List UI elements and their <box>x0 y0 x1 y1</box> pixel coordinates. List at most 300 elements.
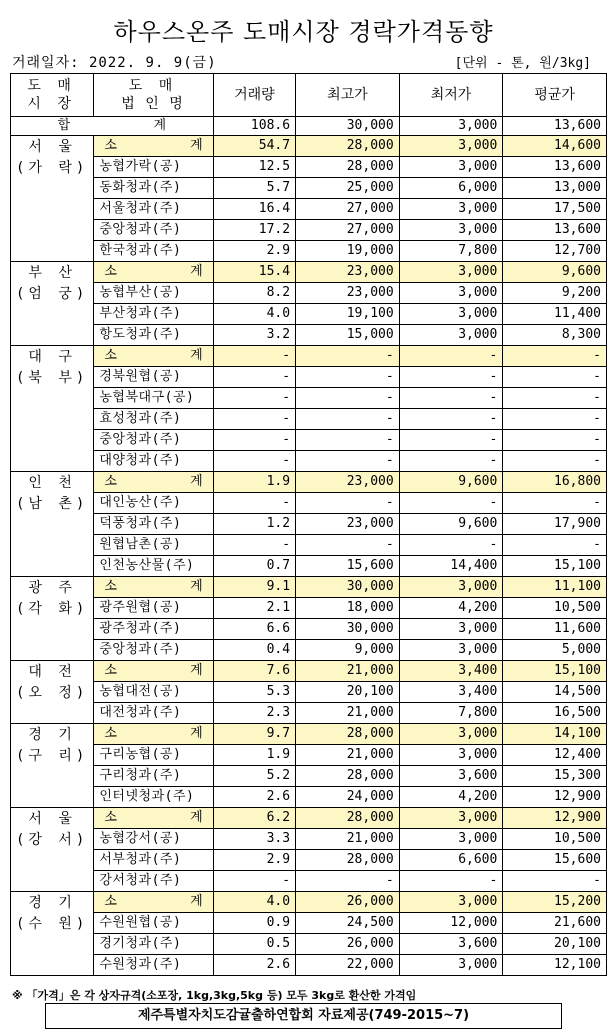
table-row <box>11 766 607 787</box>
subtotal-label-part1: 소 <box>104 474 117 489</box>
subtotal-volume: 54.7 <box>213 136 295 157</box>
subtotal-label-part2: 계 <box>190 474 203 489</box>
corp-volume: - <box>213 367 295 388</box>
corp-max: - <box>296 451 400 472</box>
subtotal-label-part2: 계 <box>190 810 203 825</box>
subtotal-label <box>94 892 213 913</box>
corp-max: 19,000 <box>296 241 400 262</box>
corp-name: 인터넷청과(주) <box>94 787 213 808</box>
table-row <box>11 388 607 409</box>
subtotal-label-part1: 소 <box>104 138 117 153</box>
corp-min: 3,600 <box>399 934 503 955</box>
corp-min: 4,200 <box>399 787 503 808</box>
subtotal-avg: 11,100 <box>503 577 607 598</box>
unit-label: [단위 - 톤, 원/3kg] <box>454 56 591 71</box>
corp-name: 농협북대구(공) <box>94 388 213 409</box>
corp-volume: - <box>213 871 295 892</box>
corp-volume: - <box>213 493 295 514</box>
corp-avg: 21,600 <box>503 913 607 934</box>
corp-name: 덕풍청과(주) <box>94 514 213 535</box>
corp-volume: 2.1 <box>213 598 295 619</box>
corp-max: 19,100 <box>296 304 400 325</box>
subtotal-max: 26,000 <box>296 892 400 913</box>
table-row <box>11 682 607 703</box>
table-row <box>11 241 607 262</box>
corp-avg: 17,500 <box>503 199 607 220</box>
subtotal-volume: 9.1 <box>213 577 295 598</box>
market-name <box>11 472 94 577</box>
trade-date: 거래일자: 2022. 9. 9(금) <box>12 55 217 71</box>
corp-volume: 0.9 <box>213 913 295 934</box>
market-name-district: (오 정) <box>16 685 89 701</box>
corp-min: 6,600 <box>399 850 503 871</box>
subtotal-label-part2: 계 <box>190 264 203 279</box>
corp-name: 구리농협(공) <box>94 745 213 766</box>
corp-avg: - <box>503 535 607 556</box>
corp-max: 20,100 <box>296 682 400 703</box>
subtotal-min: 9,600 <box>399 472 503 493</box>
market-name <box>11 136 94 262</box>
subtotal-row <box>11 892 607 913</box>
table-row <box>11 325 607 346</box>
corp-avg: 16,500 <box>503 703 607 724</box>
corp-name: 농협가락(공) <box>94 157 213 178</box>
subtotal-volume: 6.2 <box>213 808 295 829</box>
subtotal-label-part1: 소 <box>104 894 117 909</box>
subtotal-volume: 15.4 <box>213 262 295 283</box>
corp-volume: 3.3 <box>213 829 295 850</box>
subtotal-label-part1: 소 <box>104 579 117 594</box>
market-name <box>11 577 94 661</box>
corp-volume: 16.4 <box>213 199 295 220</box>
corp-volume: 2.6 <box>213 955 295 976</box>
subtotal-label-part2: 계 <box>190 726 203 741</box>
corp-min: 7,800 <box>399 703 503 724</box>
corp-name: 한국청과(주) <box>94 241 213 262</box>
corp-max: 23,000 <box>296 514 400 535</box>
table-row <box>11 913 607 934</box>
corp-name: 수원청과(주) <box>94 955 213 976</box>
header-market-line2: 시 장 <box>27 96 77 112</box>
corp-name: 항도청과(주) <box>94 325 213 346</box>
subtotal-avg: 14,600 <box>503 136 607 157</box>
subtotal-row <box>11 577 607 598</box>
corp-name: 광주청과(주) <box>94 619 213 640</box>
page-title: 하우스온주 도매시장 경락가격동향 <box>113 18 494 46</box>
table-row <box>11 283 607 304</box>
corp-volume: 8.2 <box>213 283 295 304</box>
header-volume: 거래량 <box>213 74 295 117</box>
corp-volume: 5.7 <box>213 178 295 199</box>
table-row <box>11 514 607 535</box>
corp-name: 경기청과(주) <box>94 934 213 955</box>
subtotal-max: 28,000 <box>296 724 400 745</box>
corp-avg: - <box>503 367 607 388</box>
corp-name: 농협강서(공) <box>94 829 213 850</box>
subtotal-label-part1: 소 <box>104 348 117 363</box>
corp-avg: 11,400 <box>503 304 607 325</box>
corp-max: 28,000 <box>296 766 400 787</box>
corp-avg: 15,300 <box>503 766 607 787</box>
subtotal-label <box>94 136 213 157</box>
corp-name: 중앙청과(주) <box>94 220 213 241</box>
market-name <box>11 808 94 892</box>
corp-avg: 20,100 <box>503 934 607 955</box>
corp-max: 15,000 <box>296 325 400 346</box>
corp-volume: - <box>213 451 295 472</box>
corp-volume: 17.2 <box>213 220 295 241</box>
corp-max: - <box>296 367 400 388</box>
corp-max: 26,000 <box>296 934 400 955</box>
market-name-city: 대 전 <box>28 664 76 680</box>
subtotal-label <box>94 346 213 367</box>
corp-volume: 0.7 <box>213 556 295 577</box>
subtotal-row <box>11 262 607 283</box>
market-name <box>11 262 94 346</box>
table-row <box>11 703 607 724</box>
corp-min: 3,000 <box>399 955 503 976</box>
subtotal-row <box>11 136 607 157</box>
market-name-district: (수 원) <box>16 916 89 932</box>
subtotal-volume: 1.9 <box>213 472 295 493</box>
corp-volume: - <box>213 535 295 556</box>
corp-name: 효성청과(주) <box>94 409 213 430</box>
subtotal-max: - <box>296 346 400 367</box>
subtotal-label-part2: 계 <box>190 663 203 678</box>
corp-min: 4,200 <box>399 598 503 619</box>
corp-max: 22,000 <box>296 955 400 976</box>
corp-volume: 2.3 <box>213 703 295 724</box>
corp-min: 3,000 <box>399 283 503 304</box>
subtotal-row <box>11 808 607 829</box>
table-row <box>11 493 607 514</box>
corp-avg: 14,500 <box>503 682 607 703</box>
table-row <box>11 199 607 220</box>
corp-name: 강서청과(주) <box>94 871 213 892</box>
market-name-district: (북 부) <box>16 370 89 386</box>
corp-volume: 1.9 <box>213 745 295 766</box>
corp-volume: - <box>213 388 295 409</box>
subtotal-avg: 9,600 <box>503 262 607 283</box>
corp-avg: - <box>503 871 607 892</box>
table-row <box>11 850 607 871</box>
subtotal-min: 3,000 <box>399 577 503 598</box>
corp-max: - <box>296 493 400 514</box>
corp-volume: 0.4 <box>213 640 295 661</box>
subtotal-min: - <box>399 346 503 367</box>
subtotal-min: 3,000 <box>399 262 503 283</box>
header-row <box>11 74 607 117</box>
corp-min: 3,000 <box>399 640 503 661</box>
corp-name: 구리청과(주) <box>94 766 213 787</box>
corp-max: 28,000 <box>296 157 400 178</box>
header-corp-line2: 법 인 명 <box>121 96 186 112</box>
table-row <box>11 451 607 472</box>
table-row <box>11 556 607 577</box>
corp-min: - <box>399 871 503 892</box>
subtotal-max: 28,000 <box>296 136 400 157</box>
header-corp <box>94 74 213 117</box>
corp-min: 3,000 <box>399 745 503 766</box>
table-row <box>11 934 607 955</box>
subtotal-label-part1: 소 <box>104 663 117 678</box>
corp-min: 3,000 <box>399 220 503 241</box>
total-min: 3,000 <box>399 117 503 136</box>
subtotal-volume: 9.7 <box>213 724 295 745</box>
market-name-district: (엄 궁) <box>16 286 89 302</box>
subtotal-label-part1: 소 <box>104 264 117 279</box>
subtotal-volume: 7.6 <box>213 661 295 682</box>
corp-name: 경북원협(공) <box>94 367 213 388</box>
subtotal-label <box>94 262 213 283</box>
market-name <box>11 892 94 976</box>
table-row <box>11 640 607 661</box>
corp-name: 대인농산(주) <box>94 493 213 514</box>
corp-avg: - <box>503 388 607 409</box>
corp-volume: 2.9 <box>213 850 295 871</box>
corp-avg: 17,900 <box>503 514 607 535</box>
source-box: 제주특별자치도감귤출하연합회 자료제공(749-2015~7) <box>45 1003 562 1029</box>
market-name-city: 부 산 <box>28 265 76 281</box>
header-market <box>11 74 94 117</box>
corp-max: 23,000 <box>296 283 400 304</box>
corp-max: 27,000 <box>296 220 400 241</box>
corp-name: 농협부산(공) <box>94 283 213 304</box>
market-name-city: 인 천 <box>28 475 76 491</box>
corp-avg: 9,200 <box>503 283 607 304</box>
subtotal-row <box>11 472 607 493</box>
subtotal-avg: 14,100 <box>503 724 607 745</box>
corp-min: 3,000 <box>399 325 503 346</box>
market-name-city: 대 구 <box>28 349 76 365</box>
total-label-part2: 계 <box>153 118 167 133</box>
corp-name: 농협대전(공) <box>94 682 213 703</box>
subtotal-min: 3,000 <box>399 724 503 745</box>
corp-avg: - <box>503 451 607 472</box>
corp-name: 광주원협(공) <box>94 598 213 619</box>
table-row <box>11 619 607 640</box>
corp-volume: 5.3 <box>213 682 295 703</box>
market-name-city: 서 울 <box>28 811 76 827</box>
corp-avg: 8,300 <box>503 325 607 346</box>
subtotal-label-part2: 계 <box>190 894 203 909</box>
corp-min: 3,000 <box>399 304 503 325</box>
corp-name: 동화청과(주) <box>94 178 213 199</box>
corp-volume: 2.9 <box>213 241 295 262</box>
subtotal-row <box>11 724 607 745</box>
corp-max: 9,000 <box>296 640 400 661</box>
header-min: 최저가 <box>399 74 503 117</box>
corp-avg: 12,900 <box>503 787 607 808</box>
subtotal-avg: 12,900 <box>503 808 607 829</box>
corp-max: 30,000 <box>296 619 400 640</box>
corp-avg: 5,000 <box>503 640 607 661</box>
corp-name: 인천농산물(주) <box>94 556 213 577</box>
corp-min: 3,000 <box>399 199 503 220</box>
market-name-district: (가 락) <box>16 160 89 176</box>
corp-avg: 11,600 <box>503 619 607 640</box>
subtotal-avg: - <box>503 346 607 367</box>
corp-avg: 10,500 <box>503 829 607 850</box>
subtotal-label <box>94 808 213 829</box>
price-table <box>10 73 607 976</box>
table-row <box>11 409 607 430</box>
table-row <box>11 220 607 241</box>
subtotal-max: 23,000 <box>296 262 400 283</box>
corp-avg: 12,400 <box>503 745 607 766</box>
corp-volume: 6.6 <box>213 619 295 640</box>
subtotal-label <box>94 724 213 745</box>
corp-name: 부산청과(주) <box>94 304 213 325</box>
total-row <box>11 117 607 136</box>
corp-max: 24,000 <box>296 787 400 808</box>
corp-volume: 4.0 <box>213 304 295 325</box>
market-name-district: (각 화) <box>16 601 89 617</box>
table-row <box>11 745 607 766</box>
subtotal-row <box>11 346 607 367</box>
subtotal-max: 30,000 <box>296 577 400 598</box>
table-row <box>11 304 607 325</box>
corp-avg: 15,600 <box>503 850 607 871</box>
corp-volume: 3.2 <box>213 325 295 346</box>
footnote: ※ 「가격」은 각 상자규격(소포장, 1kg,3kg,5kg 등) 모두 3kg로 환산한 가격임 <box>12 989 417 1002</box>
corp-volume: 2.6 <box>213 787 295 808</box>
corp-max: 21,000 <box>296 829 400 850</box>
market-name-city: 광 주 <box>28 580 76 596</box>
corp-min: 9,600 <box>399 514 503 535</box>
market-name <box>11 724 94 808</box>
corp-min: - <box>399 535 503 556</box>
market-name-city: 경 기 <box>28 895 76 911</box>
corp-volume: 0.5 <box>213 934 295 955</box>
corp-min: - <box>399 388 503 409</box>
corp-avg: 12,700 <box>503 241 607 262</box>
corp-max: 21,000 <box>296 703 400 724</box>
corp-avg: 10,500 <box>503 598 607 619</box>
subtotal-avg: 16,800 <box>503 472 607 493</box>
corp-avg: 12,100 <box>503 955 607 976</box>
corp-max: - <box>296 535 400 556</box>
market-name-city: 경 기 <box>28 727 76 743</box>
subtotal-label-part1: 소 <box>104 726 117 741</box>
table-row <box>11 157 607 178</box>
corp-min: 3,400 <box>399 682 503 703</box>
subtotal-label <box>94 661 213 682</box>
corp-name: 중앙청과(주) <box>94 640 213 661</box>
subtotal-max: 28,000 <box>296 808 400 829</box>
total-label <box>11 117 214 136</box>
corp-volume: 12.5 <box>213 157 295 178</box>
corp-min: - <box>399 493 503 514</box>
total-volume: 108.6 <box>213 117 295 136</box>
corp-name: 수원원협(공) <box>94 913 213 934</box>
subtotal-row <box>11 661 607 682</box>
subtotal-min: 3,000 <box>399 808 503 829</box>
subtotal-label-part2: 계 <box>190 579 203 594</box>
table-row <box>11 430 607 451</box>
header-market-line1: 도 매 <box>27 78 77 94</box>
corp-avg: - <box>503 493 607 514</box>
corp-max: 25,000 <box>296 178 400 199</box>
corp-avg: - <box>503 430 607 451</box>
table-row <box>11 871 607 892</box>
corp-min: 6,000 <box>399 178 503 199</box>
subtotal-max: 23,000 <box>296 472 400 493</box>
corp-max: - <box>296 430 400 451</box>
corp-min: - <box>399 430 503 451</box>
total-label-part1: 합 <box>57 118 71 133</box>
corp-name: 서울청과(주) <box>94 199 213 220</box>
header-max: 최고가 <box>296 74 400 117</box>
table-row <box>11 178 607 199</box>
subtotal-max: 21,000 <box>296 661 400 682</box>
market-name-district: (강 서) <box>16 832 89 848</box>
corp-min: - <box>399 409 503 430</box>
corp-volume: 1.2 <box>213 514 295 535</box>
corp-name: 서부청과(주) <box>94 850 213 871</box>
corp-min: 3,600 <box>399 766 503 787</box>
corp-min: - <box>399 367 503 388</box>
table-row <box>11 787 607 808</box>
corp-avg: 13,600 <box>503 157 607 178</box>
corp-max: 28,000 <box>296 850 400 871</box>
corp-max: 21,000 <box>296 745 400 766</box>
corp-max: 24,500 <box>296 913 400 934</box>
corp-avg: 15,100 <box>503 556 607 577</box>
table-row <box>11 598 607 619</box>
corp-max: - <box>296 409 400 430</box>
header-corp-line1: 도 매 <box>128 78 179 94</box>
subtotal-avg: 15,100 <box>503 661 607 682</box>
corp-max: 27,000 <box>296 199 400 220</box>
market-name-city: 서 울 <box>28 139 76 155</box>
market-name-district: (남 촌) <box>16 496 89 512</box>
subtotal-min: 3,000 <box>399 892 503 913</box>
corp-volume: 5.2 <box>213 766 295 787</box>
corp-min: - <box>399 451 503 472</box>
corp-avg: - <box>503 409 607 430</box>
table-row <box>11 955 607 976</box>
corp-min: 3,000 <box>399 619 503 640</box>
corp-name: 원협남촌(공) <box>94 535 213 556</box>
subtotal-label-part2: 계 <box>190 138 203 153</box>
corp-min: 3,000 <box>399 829 503 850</box>
corp-max: 15,600 <box>296 556 400 577</box>
corp-min: 12,000 <box>399 913 503 934</box>
subtotal-avg: 15,200 <box>503 892 607 913</box>
subtotal-label <box>94 472 213 493</box>
header-avg: 평균가 <box>503 74 607 117</box>
total-avg: 13,600 <box>503 117 607 136</box>
subtotal-volume: - <box>213 346 295 367</box>
subtotal-label <box>94 577 213 598</box>
corp-name: 대양청과(주) <box>94 451 213 472</box>
subtotal-min: 3,400 <box>399 661 503 682</box>
market-name-district: (구 리) <box>16 748 89 764</box>
corp-min: 7,800 <box>399 241 503 262</box>
total-max: 30,000 <box>296 117 400 136</box>
corp-min: 3,000 <box>399 157 503 178</box>
corp-min: 14,400 <box>399 556 503 577</box>
market-name <box>11 661 94 724</box>
corp-max: - <box>296 871 400 892</box>
market-name <box>11 346 94 472</box>
corp-volume: - <box>213 430 295 451</box>
subtotal-min: 3,000 <box>399 136 503 157</box>
corp-volume: - <box>213 409 295 430</box>
subtotal-label-part2: 계 <box>190 348 203 363</box>
corp-name: 중앙청과(주) <box>94 430 213 451</box>
